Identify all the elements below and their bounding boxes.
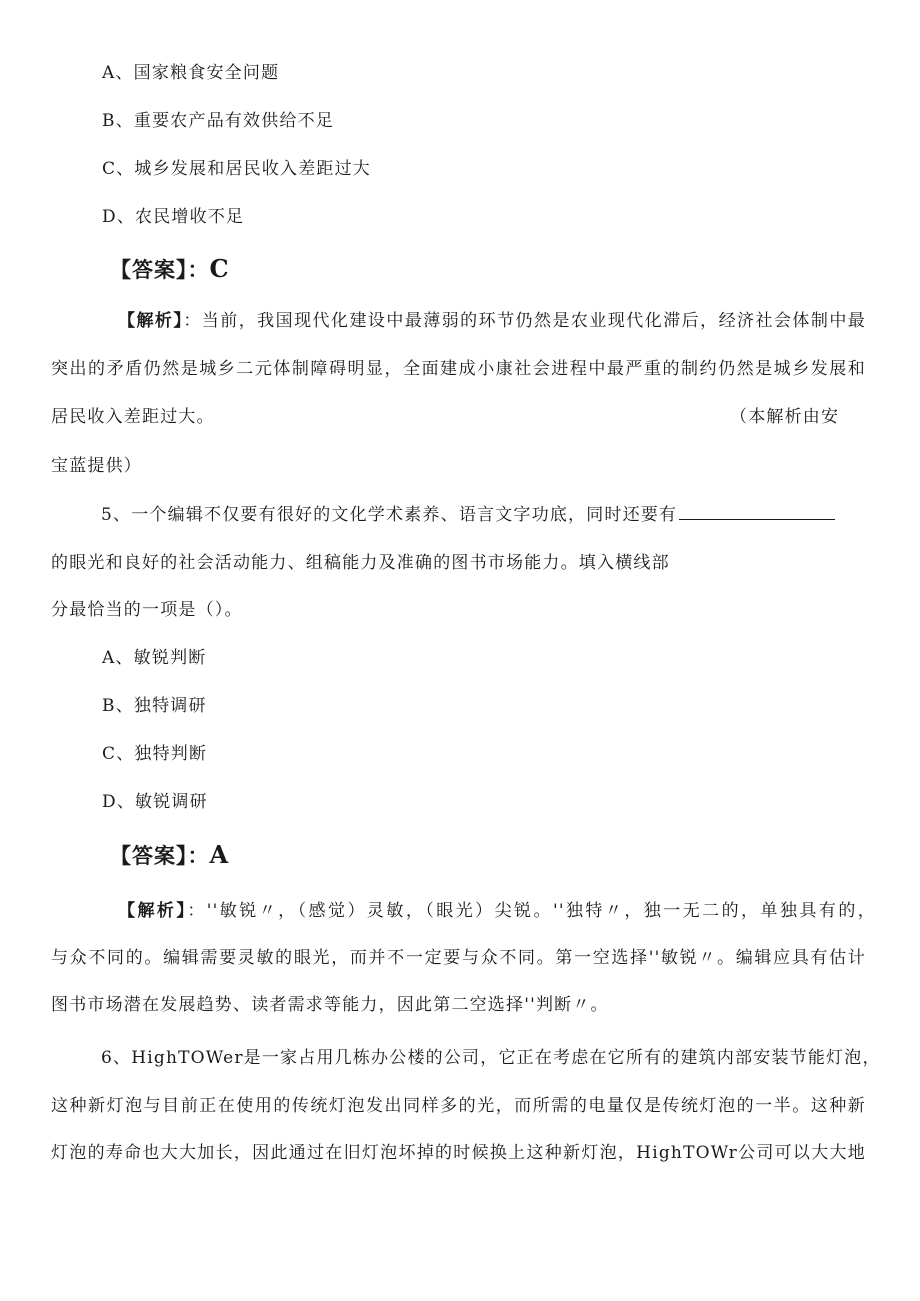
q5-analysis-line-3: 图书市场潜在发展趋势、读者需求等能力，因此第二空选择''判断〃。 [51,995,609,1015]
q4-analysis-tag: 【解析】 [118,311,184,331]
q6-stem-line-1: 6、HighTOWer是一家占用几栋办公楼的公司，它正在考虑在它所有的建筑内部安装节能灯泡， [101,1048,881,1068]
q5-answer [110,841,229,870]
q5-analysis-line-1: 【解析】：''敏锐〃，（感觉）灵敏，（眼光）尖锐。''独特〃，独一无二的，单独具有的， [118,901,876,921]
q5-option-d: D、敏锐调研 [102,792,208,812]
q4-option-c: C、城乡发展和居民收入差距过大 [102,159,372,179]
q4-option-d: D、农民增收不足 [102,207,245,227]
q5-stem-line-3: 分最恰当的一项是（）。 [51,600,243,620]
q4-option-b: B、重要农产品有效供给不足 [102,111,335,131]
q6-stem-line-3: 灯泡的寿命也大大加长，因此通过在旧灯泡坏掉的时候换上这种新灯泡，HighTOWr公司可以大大地 [51,1143,866,1163]
q5-fill-blank [679,503,835,520]
q4-credit-line-2: 宝蓝提供） [51,456,142,476]
q4-option-a: A、国家粮食安全问题 [102,63,280,83]
q4-analysis-line-3: 居民收入差距过大。 [51,407,215,427]
q5-stem-line-2: 的眼光和良好的社会活动能力、组稿能力及准确的图书市场能力。填入横线部 [51,553,670,573]
q5-answer-value: A [209,840,230,869]
q4-answer-value: C [209,254,230,283]
q4-analysis-line-1: 【解析】：当前，我国现代化建设中最薄弱的环节仍然是农业现代化滞后，经济社会体制中最 [118,311,866,331]
q5-option-a: A、敏锐判断 [102,648,207,668]
q4-answer-label: 【答案】： [110,258,210,282]
q4-analysis-line-2: 突出的矛盾仍然是城乡二元体制障碍明显，全面建成小康社会进程中最严重的制约仍然是城乡发展和 [51,359,866,379]
q4-credit-line-1: （本解析由安 [730,407,840,427]
q5-stem-line-1: 5、一个编辑不仅要有很好的文化学术素养、语言文字功底，同时还要有 [101,503,835,527]
q5-option-c: C、独特判断 [102,744,208,764]
q5-analysis-tag: 【解析】 [118,901,188,921]
q5-answer-label: 【答案】： [110,844,210,868]
q5-option-b: B、独特调研 [102,696,207,716]
q6-stem-line-2: 这种新灯泡与目前正在使用的传统灯泡发出同样多的光，而所需的电量仅是传统灯泡的一半。这种新 [51,1096,866,1116]
q5-analysis-line-2: 与众不同的。编辑需要灵敏的眼光，而并不一定要与众不同。第一空选择''敏锐〃。编辑应具有估计 [51,948,866,968]
q4-answer [110,255,230,284]
